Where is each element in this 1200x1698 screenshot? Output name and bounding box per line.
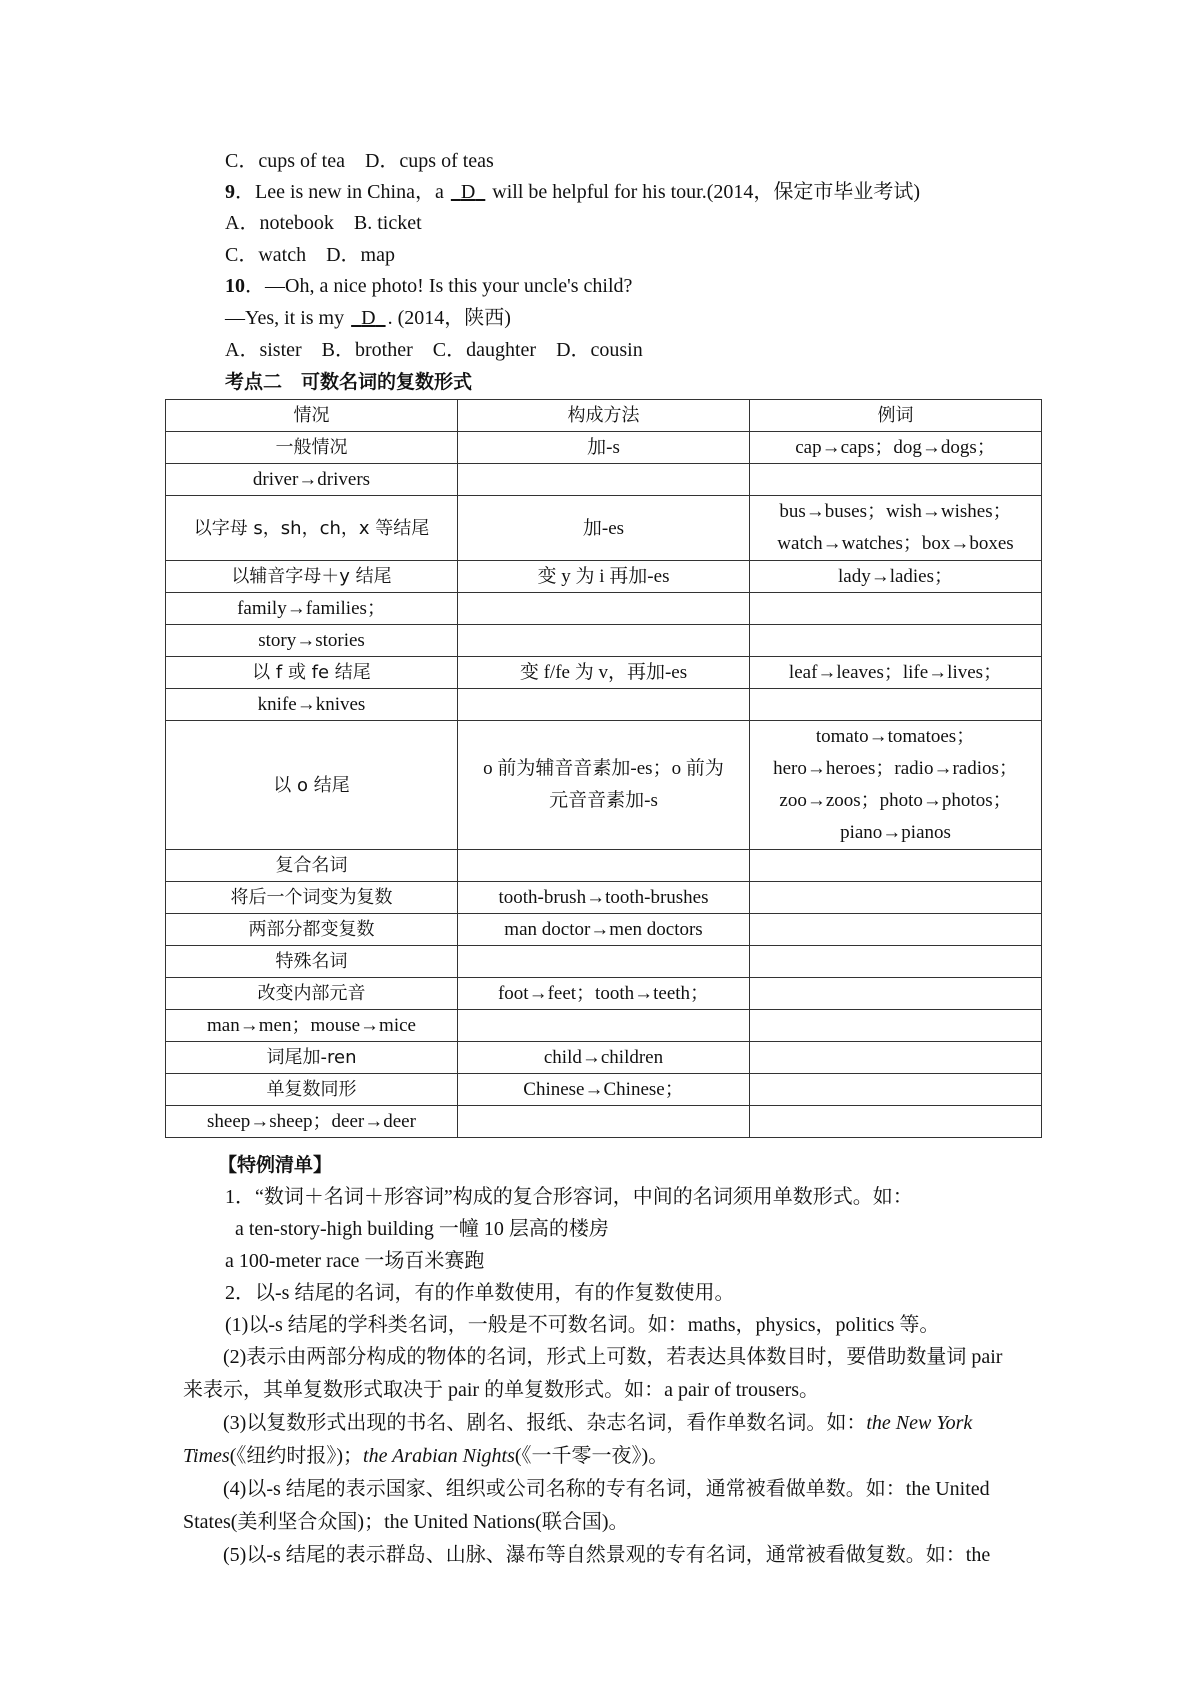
cell-example: leaf→leaves；life→lives； — [750, 657, 1042, 689]
cell-method — [458, 946, 750, 978]
cell-situation: 一般情况 — [166, 432, 458, 464]
cell-method: man doctor→men doctors — [458, 914, 750, 946]
cell-example: lady→ladies； — [750, 561, 1042, 593]
cell-situation: 以字母 s，sh，ch，x 等结尾 — [166, 496, 458, 561]
cell-example — [750, 914, 1042, 946]
q10-text: ．—Oh, a nice photo! Is this your uncle's child? — [245, 275, 633, 297]
section-title: 考点二 可数名词的复数形式 — [225, 371, 473, 393]
cell-example — [750, 946, 1042, 978]
cell-method: o 前为辅音音素加-es；o 前为 元音音素加-s — [458, 721, 750, 850]
cell-method: child→children — [458, 1042, 750, 1074]
cell-situation: 改变内部元音 — [166, 978, 458, 1010]
cell-example — [750, 593, 1042, 625]
cell-example — [750, 978, 1042, 1010]
q8-options-cd: C．cups of tea D．cups of teas — [225, 150, 494, 172]
cell-situation: man→men；mouse→mice — [166, 1010, 458, 1042]
cell-method — [458, 689, 750, 721]
cell-situation: 单复数同形 — [166, 1074, 458, 1106]
plural-forms-table — [165, 399, 1042, 1138]
cell-situation: 词尾加-ren — [166, 1042, 458, 1074]
table-row — [166, 1010, 1042, 1042]
cell-example — [750, 625, 1042, 657]
table-row — [166, 561, 1042, 593]
table-row — [166, 914, 1042, 946]
cell-method — [458, 850, 750, 882]
cell-situation: 特殊名词 — [166, 946, 458, 978]
cell-example — [750, 1106, 1042, 1138]
table-row — [166, 432, 1042, 464]
q10-options: A．sister B．brother C．daughter D．cousin — [225, 339, 643, 361]
special-item-1: 1．“数词＋名词＋形容词”构成的复合形容词，中间的名词须用单数形式。如： — [225, 1186, 913, 1208]
cell-example — [750, 1042, 1042, 1074]
table-row — [166, 946, 1042, 978]
cell-example — [750, 882, 1042, 914]
cell-method: 变 y 为 i 再加-es — [458, 561, 750, 593]
q9-number: 9 — [225, 181, 235, 203]
q9-options-cd: C．watch D．map — [225, 244, 395, 266]
q10-reply-after: . (2014，陕西) — [387, 307, 511, 329]
table-header-row — [166, 400, 1042, 432]
cell-example — [750, 1010, 1042, 1042]
q9-text-after: will be helpful for his tour.(2014，保定市毕业考试) — [487, 181, 921, 203]
table-row — [166, 721, 1042, 850]
q9-answer: D — [460, 181, 476, 203]
cell-method: foot→feet；tooth→teeth； — [458, 978, 750, 1010]
cell-method: 加-s — [458, 432, 750, 464]
cell-example — [750, 1074, 1042, 1106]
table-row — [166, 496, 1042, 561]
table-row — [166, 657, 1042, 689]
table-row — [166, 464, 1042, 496]
cell-example: bus→buses；wish→wishes； watch→watches；box→boxes — [750, 496, 1042, 561]
book-title-new-york-times: the New York Times — [183, 1412, 973, 1467]
table-row — [166, 625, 1042, 657]
cell-method — [458, 464, 750, 496]
special-point-1: (1)以-s 结尾的学科类名词，一般是不可数名词。如：maths，physics，politics 等。 — [225, 1314, 940, 1336]
cell-example: tomato→tomatoes； hero→heroes；radio→radios； zoo→zoos；photo→photos； piano→pianos — [750, 721, 1042, 850]
special-item-2: 2．以-s 结尾的名词，有的作单数使用，有的作复数使用。 — [225, 1282, 735, 1304]
table-row — [166, 1074, 1042, 1106]
header-situation: 情况 — [166, 400, 458, 432]
special-title: 【特例清单】 — [218, 1154, 333, 1176]
cell-example — [750, 464, 1042, 496]
q9-text-before: ．Lee is new in China，a — [235, 181, 449, 203]
cell-situation: 以 o 结尾 — [166, 721, 458, 850]
header-method: 构成方法 — [458, 400, 750, 432]
special-point-3: (3)以复数形式出现的书名、剧名、报纸、杂志名词，看作单数名词。如：the New York Times(《纽约时报》)；the Arabian Nights(《一千零一夜》)。 — [183, 1412, 973, 1467]
special-example-1: a ten-story-high building 一幢 10 层高的楼房 — [235, 1218, 609, 1240]
special-point-5: (5)以-s 结尾的表示群岛、山脉、瀑布等自然景观的专有名词，通常被看做复数。如：the — [223, 1544, 991, 1566]
cell-method — [458, 625, 750, 657]
q10-number: 10 — [225, 275, 245, 297]
cell-example — [750, 850, 1042, 882]
table-row — [166, 882, 1042, 914]
table-row — [166, 593, 1042, 625]
cell-method: 变 f/fe 为 v，再加-es — [458, 657, 750, 689]
cell-situation: story→stories — [166, 625, 458, 657]
q10-reply — [225, 303, 511, 333]
special-example-2: a 100-meter race 一场百米赛跑 — [225, 1250, 485, 1272]
book-title-arabian-nights: the Arabian Nights — [363, 1445, 515, 1467]
cell-situation: 两部分都变复数 — [166, 914, 458, 946]
table-row — [166, 1042, 1042, 1074]
special-point-2: (2)表示由两部分构成的物体的名词，形式上可数，若表达具体数目时，要借助数量词 pair 来表示，其单复数形式取决于 pair 的单复数形式。如：a pair of trousers。 — [183, 1346, 1003, 1401]
cell-situation: 以辅音字母＋y 结尾 — [166, 561, 458, 593]
cell-situation: knife→knives — [166, 689, 458, 721]
table-row — [166, 689, 1042, 721]
cell-situation: 复合名词 — [166, 850, 458, 882]
table-row — [166, 1106, 1042, 1138]
cell-method: 加-es — [458, 496, 750, 561]
q10-answer: D — [361, 307, 376, 329]
q10-reply-before: —Yes, it is my — [225, 307, 350, 329]
cell-method — [458, 1106, 750, 1138]
cell-situation: driver→drivers — [166, 464, 458, 496]
cell-example — [750, 689, 1042, 721]
cell-method — [458, 1010, 750, 1042]
point-3-text: (3)以复数形式出现的书名、剧名、报纸、杂志名词，看作单数名词。如： — [223, 1412, 867, 1434]
cell-method — [458, 593, 750, 625]
q10-stem — [225, 271, 632, 301]
special-point-4: (4)以-s 结尾的表示国家、组织或公司名称的专有名词，通常被看做单数。如：the United States(美利坚合众国)；the United Nations(联合国)。 — [183, 1478, 990, 1533]
cell-situation: 以 f 或 fe 结尾 — [166, 657, 458, 689]
cell-situation: sheep→sheep；deer→deer — [166, 1106, 458, 1138]
cell-situation: family→families； — [166, 593, 458, 625]
q9-stem — [225, 177, 920, 207]
table-row — [166, 978, 1042, 1010]
table-row — [166, 850, 1042, 882]
q9-options-ab: A．notebook B. ticket — [225, 212, 422, 234]
cell-method: tooth-brush→tooth-brushes — [458, 882, 750, 914]
header-example: 例词 — [750, 400, 1042, 432]
cell-example: cap→caps；dog→dogs； — [750, 432, 1042, 464]
cell-method: Chinese→Chinese； — [458, 1074, 750, 1106]
cell-situation: 将后一个词变为复数 — [166, 882, 458, 914]
